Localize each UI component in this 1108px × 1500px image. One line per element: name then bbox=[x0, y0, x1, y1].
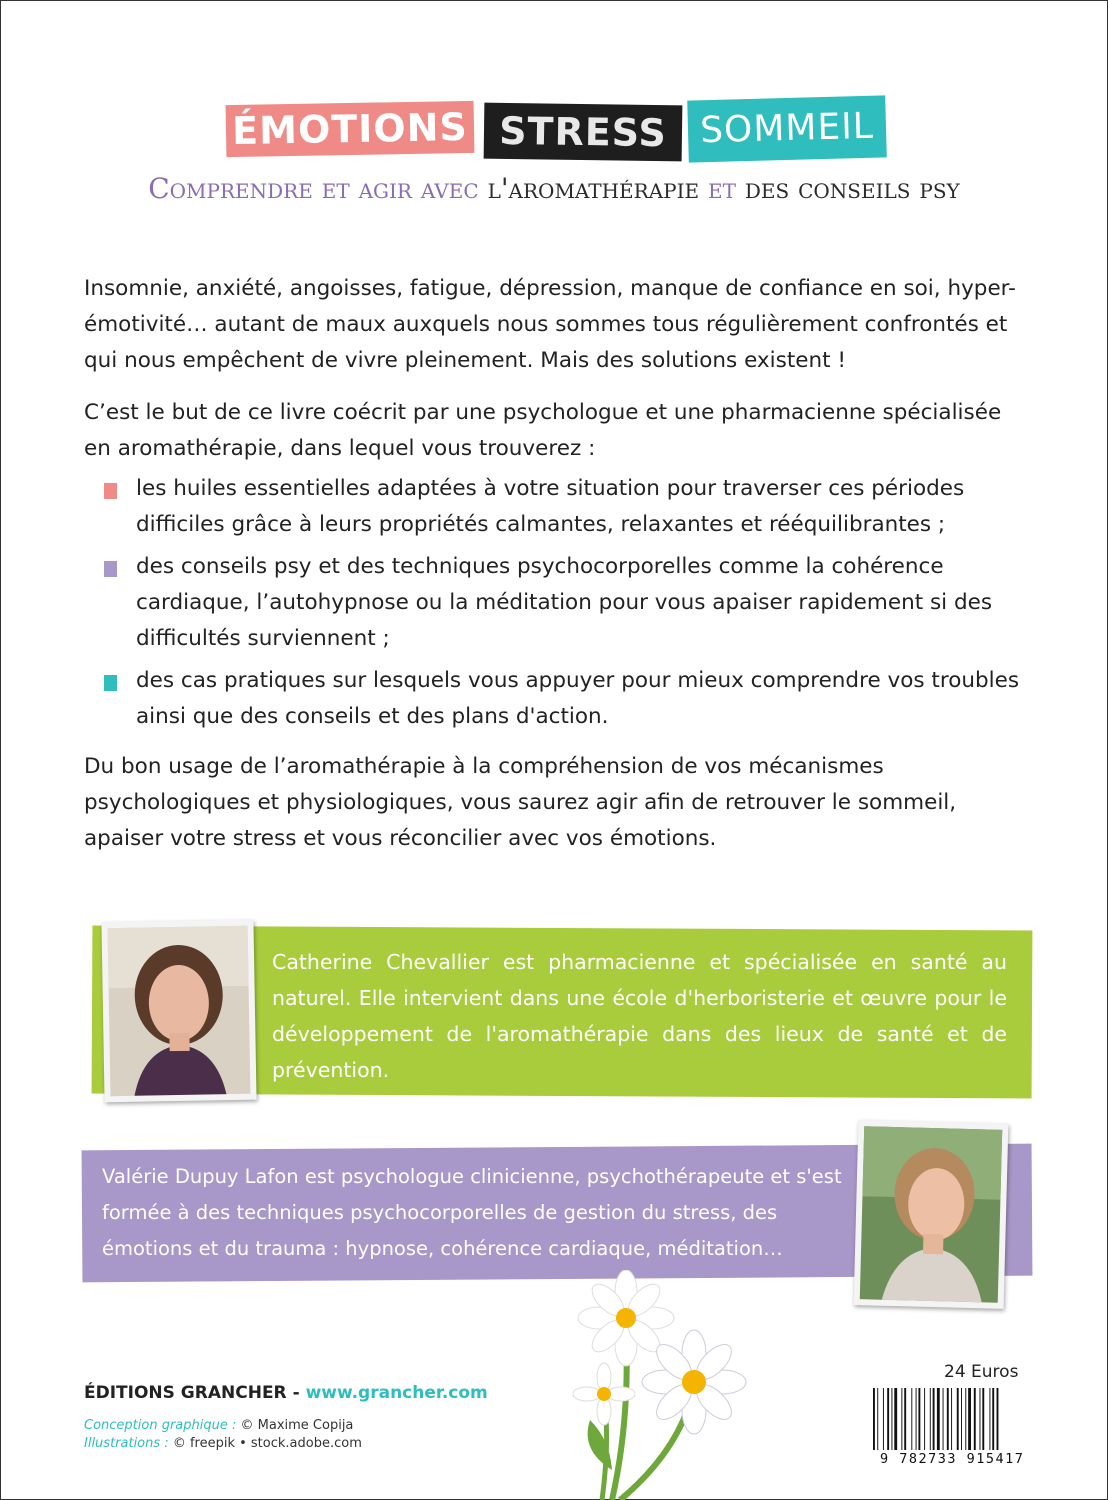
author-bio-text: est pharmacienne et spécialisée en santé au naturel. Elle intervient dans une école d'herboristerie et œuvre pour le développement de l'aromathérapie dans des lieux de santé et de prévention. bbox=[272, 950, 1007, 1082]
tag-stress: STRESS bbox=[484, 103, 683, 162]
publisher-name: ÉDITIONS GRANCHER bbox=[84, 1383, 287, 1403]
daisy-illustration bbox=[560, 1270, 760, 1500]
author-name: Valérie Dupuy Lafon bbox=[102, 1165, 299, 1188]
price: 24 Euros bbox=[944, 1362, 1019, 1382]
publisher-separator: - bbox=[286, 1383, 306, 1403]
purpose-paragraph: C’est le but de ce livre coécrit par une psychologue et une pharmacienne spécialisée en aromathérapie, dans lequel vous trouverez : bbox=[84, 400, 1002, 461]
bullet-case-studies bbox=[136, 663, 1029, 735]
intro-paragraph: Insomnie, anxiété, angoisses, fatigue, dépression, manque de confiance en soi, hyper-émotivité… autant de maux auxquels nous sommes tous régulièrement confrontés et qui nous empêchent de vivre pleinement. Mais des solutions existent ! bbox=[84, 276, 1016, 373]
tag-sommeil: SOMMEIL bbox=[687, 95, 887, 162]
author-photo-valerie bbox=[854, 1120, 1009, 1309]
outro-paragraph: Du bon usage de l’aromathérapie à la compréhension de vos mécanismes psychologiques et physiologiques, vous saurez agir afin de retrouver le sommeil, apaiser votre stress et vous réconcilier avec vos émotions. bbox=[84, 754, 957, 851]
author-photo-catherine bbox=[101, 920, 256, 1103]
design-name: © Maxime Copija bbox=[240, 1418, 354, 1433]
subtitle-part-2: l'aromathérapie bbox=[487, 172, 700, 205]
illustration-name: © freepik • stock.adobe.com bbox=[172, 1436, 362, 1451]
purple-bullet-icon bbox=[104, 561, 117, 577]
illustration-label: Illustrations : bbox=[84, 1436, 169, 1451]
author-bio-valerie bbox=[102, 1159, 847, 1267]
bullet-text: des conseils psy et des techniques psychocorporelles comme la cohérence cardiaque, l’autohypnose ou la méditation pour vous apaiser rapidement si des difficultés surviennent ; bbox=[136, 554, 993, 651]
subtitle bbox=[0, 172, 1108, 205]
publisher-line bbox=[84, 1383, 488, 1403]
isbn-number: 9 782733 915417 bbox=[880, 1451, 1025, 1467]
subtitle-part-3: et bbox=[708, 172, 736, 205]
bullet-psy-advice bbox=[136, 549, 1029, 657]
publisher-url[interactable]: www.grancher.com bbox=[305, 1383, 488, 1403]
bullet-text: les huiles essentielles adaptées à votre situation pour traverser ces périodes difficiles grâce à leurs propriétés calmantes, relaxantes et rééquilibrantes ; bbox=[136, 476, 965, 537]
teal-bullet-icon bbox=[104, 675, 117, 691]
author-bio-text: est psychologue clinicienne, psychothérapeute et s'est formée à des techniques psychocorporelles de gestion du stress, des émotions et du trauma : hypnose, cohérence cardiaque, méditation… bbox=[102, 1165, 842, 1260]
illustration-credit bbox=[84, 1436, 362, 1451]
barcode-icon bbox=[871, 1388, 1031, 1452]
pink-bullet-icon bbox=[104, 483, 117, 499]
bullet-text: des cas pratiques sur lesquels vous appuyer pour mieux comprendre vos troubles ainsi que des conseils et des plans d'action. bbox=[136, 668, 1020, 729]
author-name: Catherine Chevallier bbox=[272, 950, 489, 974]
design-credit bbox=[84, 1418, 353, 1433]
subtitle-part-1: Comprendre et agir avec bbox=[148, 172, 479, 205]
design-label: Conception graphique : bbox=[84, 1418, 237, 1433]
subtitle-part-4: des conseils psy bbox=[744, 172, 960, 205]
bullet-essential-oils bbox=[136, 471, 1029, 543]
tag-emotions: ÉMOTIONS bbox=[226, 101, 475, 157]
author-bio-catherine bbox=[272, 944, 1007, 1088]
